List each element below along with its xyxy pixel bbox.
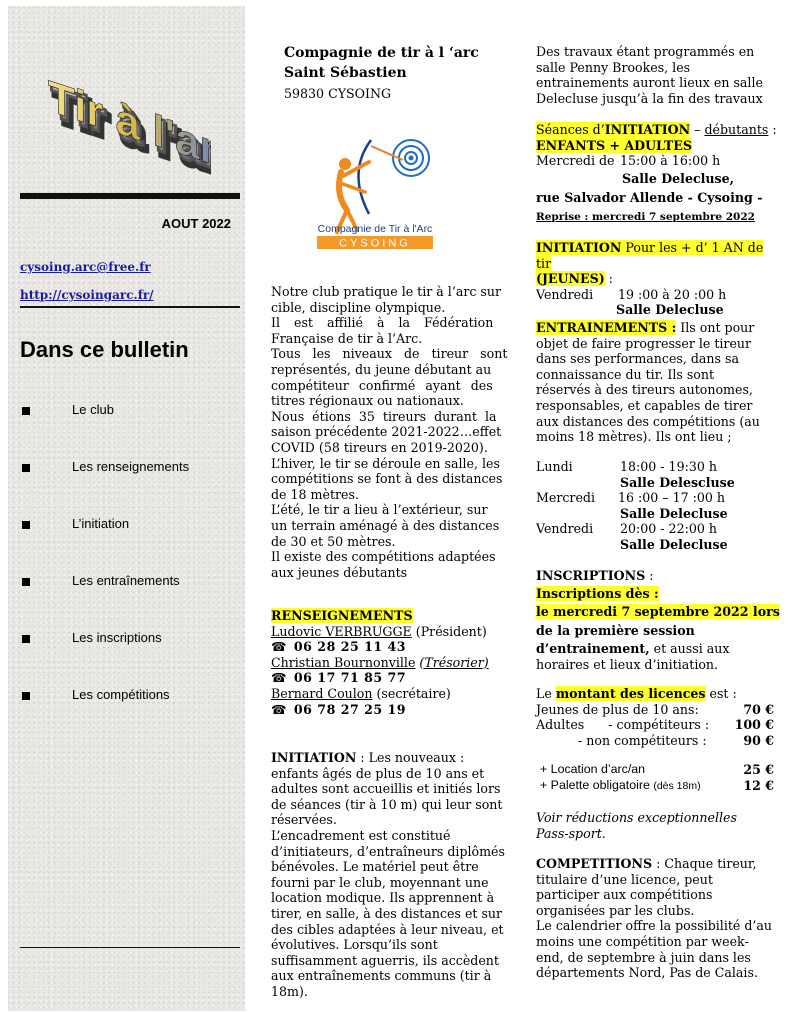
time-label: 20:00 - 22:00 h [620, 521, 717, 537]
text-span: montant des licences [555, 686, 706, 701]
seances-initiation [536, 122, 781, 226]
text-line: L’encadrement est constitué [271, 827, 451, 843]
text-line: Des travaux étant programmés en [536, 44, 755, 59]
text-line: objet de faire progresser le tireur [536, 335, 752, 351]
text-line: enfants âgés de plus de 10 ans et [271, 765, 485, 781]
logo-caption: Compagnie de Tir à l'Arc [317, 223, 433, 235]
text-line: titres régionaux ou nationaux. [271, 393, 464, 409]
text-line: compétiteur confirmé ayant des [271, 377, 493, 393]
square-bullet-icon [22, 578, 30, 586]
fee-row [536, 778, 774, 794]
text-line: connaissance du tir. Ils sont [536, 366, 715, 382]
text-span: (JEUNES) [536, 271, 605, 287]
text-line: représentés, du jeune débutant au [271, 361, 492, 377]
club-address: 59830 CYSOING [284, 86, 392, 101]
fee-label: + Location d’arc/an [540, 762, 646, 777]
text-line: 18m). [271, 983, 308, 999]
fee-amount: 12 € [743, 777, 774, 793]
archer-target-icon [307, 132, 443, 256]
svg-text:Tir à l'arc: Tir à l'arc [48, 70, 211, 184]
toc-item[interactable] [8, 573, 245, 593]
day-label: Mercredi de [536, 153, 615, 169]
toc-item[interactable] [8, 630, 245, 650]
text-line: évolutives. Lorsqu’ils sont [271, 937, 438, 953]
text-line: des cibles adaptées à leur niveau, et [271, 921, 504, 937]
address-label: rue Salvador Allende - Cysoing - [536, 190, 763, 206]
enfants-adultes-label: ENFANTS + ADULTES [536, 137, 692, 153]
text-line: de la première session [536, 622, 695, 638]
room-label: Salle Delecluse [620, 505, 728, 521]
sidebar [8, 6, 245, 1011]
text-span: débutants [704, 122, 769, 137]
text-span: : [768, 122, 777, 137]
works-notice [536, 44, 781, 106]
fee-label: - non compétiteurs : [578, 732, 707, 748]
inscriptions-heading: INSCRIPTIONS [536, 568, 646, 583]
tir-a-larc-logo [26, 52, 211, 187]
text-line: responsables, et capables de tirer [536, 397, 753, 413]
day-label: Mercredi [536, 490, 595, 506]
text-span: : [645, 568, 654, 583]
text-span: : [604, 271, 613, 287]
time-label: 15:00 à 16:00 h [620, 153, 721, 169]
text-span: Séances d’ [536, 122, 605, 137]
renseignements-heading: RENSEIGNEMENTS [271, 608, 413, 623]
phone-icon: ☎ [271, 639, 288, 655]
text-line: titulaire d’une licence, peut [536, 871, 713, 887]
fee-label: + Palette obligatoire [540, 777, 650, 792]
text-line: dans ses performances, dans sa [536, 351, 739, 367]
day-label: Lundi [536, 459, 573, 474]
svg-text:Tir à l'arc: Tir à l'arc [51, 75, 211, 187]
renseignements-section [271, 608, 509, 717]
text-line: tirer, en salle, à des distances et sur [271, 905, 503, 921]
schedule-row [536, 459, 781, 475]
text-span: – [690, 122, 705, 137]
room-label: Salle Delecluse, [622, 170, 735, 186]
fee-row [536, 717, 774, 733]
club-logo [307, 132, 443, 256]
inscription-date: le mercredi 7 septembre 2022 lors [536, 604, 780, 620]
contact-phone[interactable]: 06 28 25 11 43 [293, 639, 407, 655]
text-line: Pass-sport. [536, 825, 606, 841]
contact-phone[interactable]: 06 78 27 25 19 [293, 701, 407, 717]
text-span: INITIATION [536, 240, 622, 255]
licences-section [536, 686, 774, 794]
initiation-section [271, 750, 509, 1000]
toc-item-label: L’initiation [72, 516, 130, 531]
text-line: fourni par le club, moyennant une [271, 874, 489, 890]
text-span: est : [705, 686, 737, 701]
text-line: suffisamment aguerris, ils accèdent [271, 952, 499, 968]
text-line: aux distances des compétitions (au [536, 413, 760, 429]
fee-note: (dès 18m) [653, 779, 701, 792]
toc-item-label: Les renseignements [72, 459, 190, 474]
initiation-jeunes [536, 240, 781, 318]
fee-row [536, 702, 774, 718]
contact-name: Christian Bournonville [271, 654, 416, 670]
initiation-heading: INITIATION [271, 750, 357, 765]
email-link[interactable]: cysoing.arc@free.fr [20, 260, 151, 274]
reprise-date: Reprise : mercredi 7 septembre 2022 [536, 210, 755, 223]
competitions-heading: COMPETITIONS [536, 856, 653, 871]
text-span: Le [536, 686, 556, 701]
text-line: saison précédente 2021-2022…effet [271, 424, 502, 440]
svg-text:Tir à l'arc: Tir à l'arc [54, 80, 211, 187]
club-name: Compagnie de tir à l ‘arc [284, 45, 479, 61]
text-line: Tous les niveaux de tireur sont [271, 346, 508, 362]
room-label: Salle Delecluse [620, 536, 728, 552]
text-line: Il est affilié à la Fédération [271, 315, 494, 331]
contact-role: (Trésorier) [419, 654, 489, 670]
text-span: et aussi aux [649, 641, 730, 657]
text-line: de 18 mètres. [271, 486, 359, 502]
text-span: : Chaque tireur, [652, 856, 757, 871]
text-line: un terrain aménagé à des distances [271, 517, 500, 533]
text-line: moins une compétition par week- [536, 933, 749, 949]
square-bullet-icon [22, 464, 30, 472]
text-line: location modique. Ils apprennent à [271, 890, 495, 906]
inscriptions-section [536, 568, 786, 673]
logo-3d-text-icon [26, 52, 211, 187]
time-label: 16 :00 – 17 :00 h [618, 490, 726, 506]
room-label: Salle Delescluse [620, 474, 735, 490]
text-line: Française de tir à l’Arc. [271, 330, 423, 346]
sidebar-divider-bottom [20, 947, 240, 948]
text-line: Nous étions 35 tireurs durant la [271, 408, 497, 424]
toc-item-label: Les compétitions [72, 687, 170, 702]
day-label: Vendredi [536, 521, 594, 537]
contact-name: Bernard Coulon [271, 685, 373, 701]
fee-amount: 70 € [743, 701, 774, 717]
text-span: Inscriptions dès : [536, 585, 659, 601]
text-line: moins 18 mètres). Ils ont lieu ; [536, 429, 732, 445]
text-line: de séances (tir à 10 m) qui leur sont [271, 796, 503, 812]
schedule-row [536, 521, 781, 537]
training-schedule [536, 459, 781, 553]
day-label: Vendredi [536, 286, 594, 302]
phone-icon: ☎ [271, 701, 288, 717]
club-name-2: Saint Sébastien [284, 65, 407, 81]
text-line: réservés à des tireurs autonomes, [536, 382, 753, 398]
text-line: organisées par les clubs. [536, 902, 695, 918]
phone-icon: ☎ [271, 670, 288, 686]
contact-role: (Président) [415, 623, 487, 639]
fee-amount: 100 € [734, 717, 774, 733]
contact-role: (secrétaire) [376, 685, 451, 701]
text-line: compétitions se font à des distances [271, 471, 503, 487]
entrainements-section [536, 320, 781, 445]
fee-row [536, 762, 774, 778]
fee-amount: 25 € [743, 762, 774, 778]
toc-item-label: Les inscriptions [72, 630, 162, 645]
website-link[interactable]: http://cysoingarc.fr/ [20, 288, 154, 302]
text-line: Le calendrier offre la possibilité d’au [536, 918, 773, 934]
text-line: salle Penny Brookes, les [536, 59, 691, 75]
toc-item-label: Le club [72, 402, 114, 417]
text-line: cible, discipline olympique. [271, 299, 446, 315]
club-description [271, 284, 509, 580]
toc-item-label: Les entraînements [72, 573, 180, 588]
fee-label: Jeunes de plus de 10 ans: [536, 701, 699, 717]
fee-label: Adultes - compétiteurs : [536, 717, 710, 733]
time-label: 19 :00 à 20 :00 h [618, 286, 727, 302]
text-span: INITIATION [604, 122, 691, 137]
bulletin-title: Dans ce bulletin [20, 337, 189, 362]
square-bullet-icon [22, 635, 30, 643]
text-line: bénévoles. Le matériel peut être [271, 859, 479, 875]
text-line: end, de septembre à juin dans les [536, 949, 751, 965]
sidebar-divider-thick [20, 193, 240, 199]
issue-date: AOUT 2022 [161, 216, 231, 231]
text-line: aux jeunes débutants [271, 564, 408, 580]
text-span: Ils ont pour [676, 320, 755, 335]
text-span: Pour les + d’ 1 AN de tir [536, 240, 764, 271]
text-line: : Les nouveaux : [356, 750, 465, 765]
fee-row [536, 733, 774, 749]
schedule-row [536, 490, 781, 506]
square-bullet-icon [22, 692, 30, 700]
text-line: d’initiateurs, d’entraîneurs diplômés [271, 843, 505, 859]
text-line: L’été, le tir a lieu à l’extérieur, sur [271, 502, 488, 518]
reductions-note [536, 810, 774, 841]
contact-phone[interactable]: 06 17 71 85 77 [293, 670, 407, 686]
text-line: Delecluse jusqu’à la fin des travaux [536, 90, 763, 106]
text-line: de 30 et 50 mètres. [271, 533, 396, 549]
text-line: entrainements auront lieux en salle [536, 75, 763, 91]
text-line: adultes sont accueillis et initiés lors [271, 781, 501, 797]
fee-amount: 90 € [743, 732, 774, 748]
text-line: L’hiver, le tir se déroule en salle, les [271, 455, 500, 471]
text-line: Voir réductions exceptionnelles [536, 810, 737, 825]
text-line: COVID (58 tireurs en 2019-2020). [271, 439, 488, 455]
contact-name: Ludovic VERBRUGGE [271, 623, 412, 639]
text-span: d’entrainement, [536, 641, 650, 657]
square-bullet-icon [22, 521, 30, 529]
entrainements-heading: ENTRAINEMENTS : [536, 320, 677, 335]
sidebar-divider [20, 306, 240, 308]
competitions-section [536, 856, 781, 981]
toc-item[interactable] [8, 402, 245, 422]
toc-item[interactable] [8, 687, 245, 707]
square-bullet-icon [22, 407, 30, 415]
text-line: aux entraînements communs (tir à [271, 968, 492, 984]
logo-word: CYSOING [339, 237, 411, 250]
time-label: 18:00 - 19:30 h [620, 459, 717, 474]
text-line: Notre club pratique le tir à l’arc sur [271, 284, 502, 299]
text-line: départements Nord, Pas de Calais. [536, 965, 758, 981]
text-line: horaires et lieux d’initiation. [536, 656, 719, 672]
text-line: réservées. [271, 812, 337, 828]
toc-item[interactable] [8, 516, 245, 536]
text-line: Il existe des compétitions adaptées [271, 549, 496, 565]
text-line: participer aux compétitions [536, 887, 713, 903]
toc-item[interactable] [8, 459, 245, 479]
room-label: Salle Delecluse [616, 302, 724, 318]
